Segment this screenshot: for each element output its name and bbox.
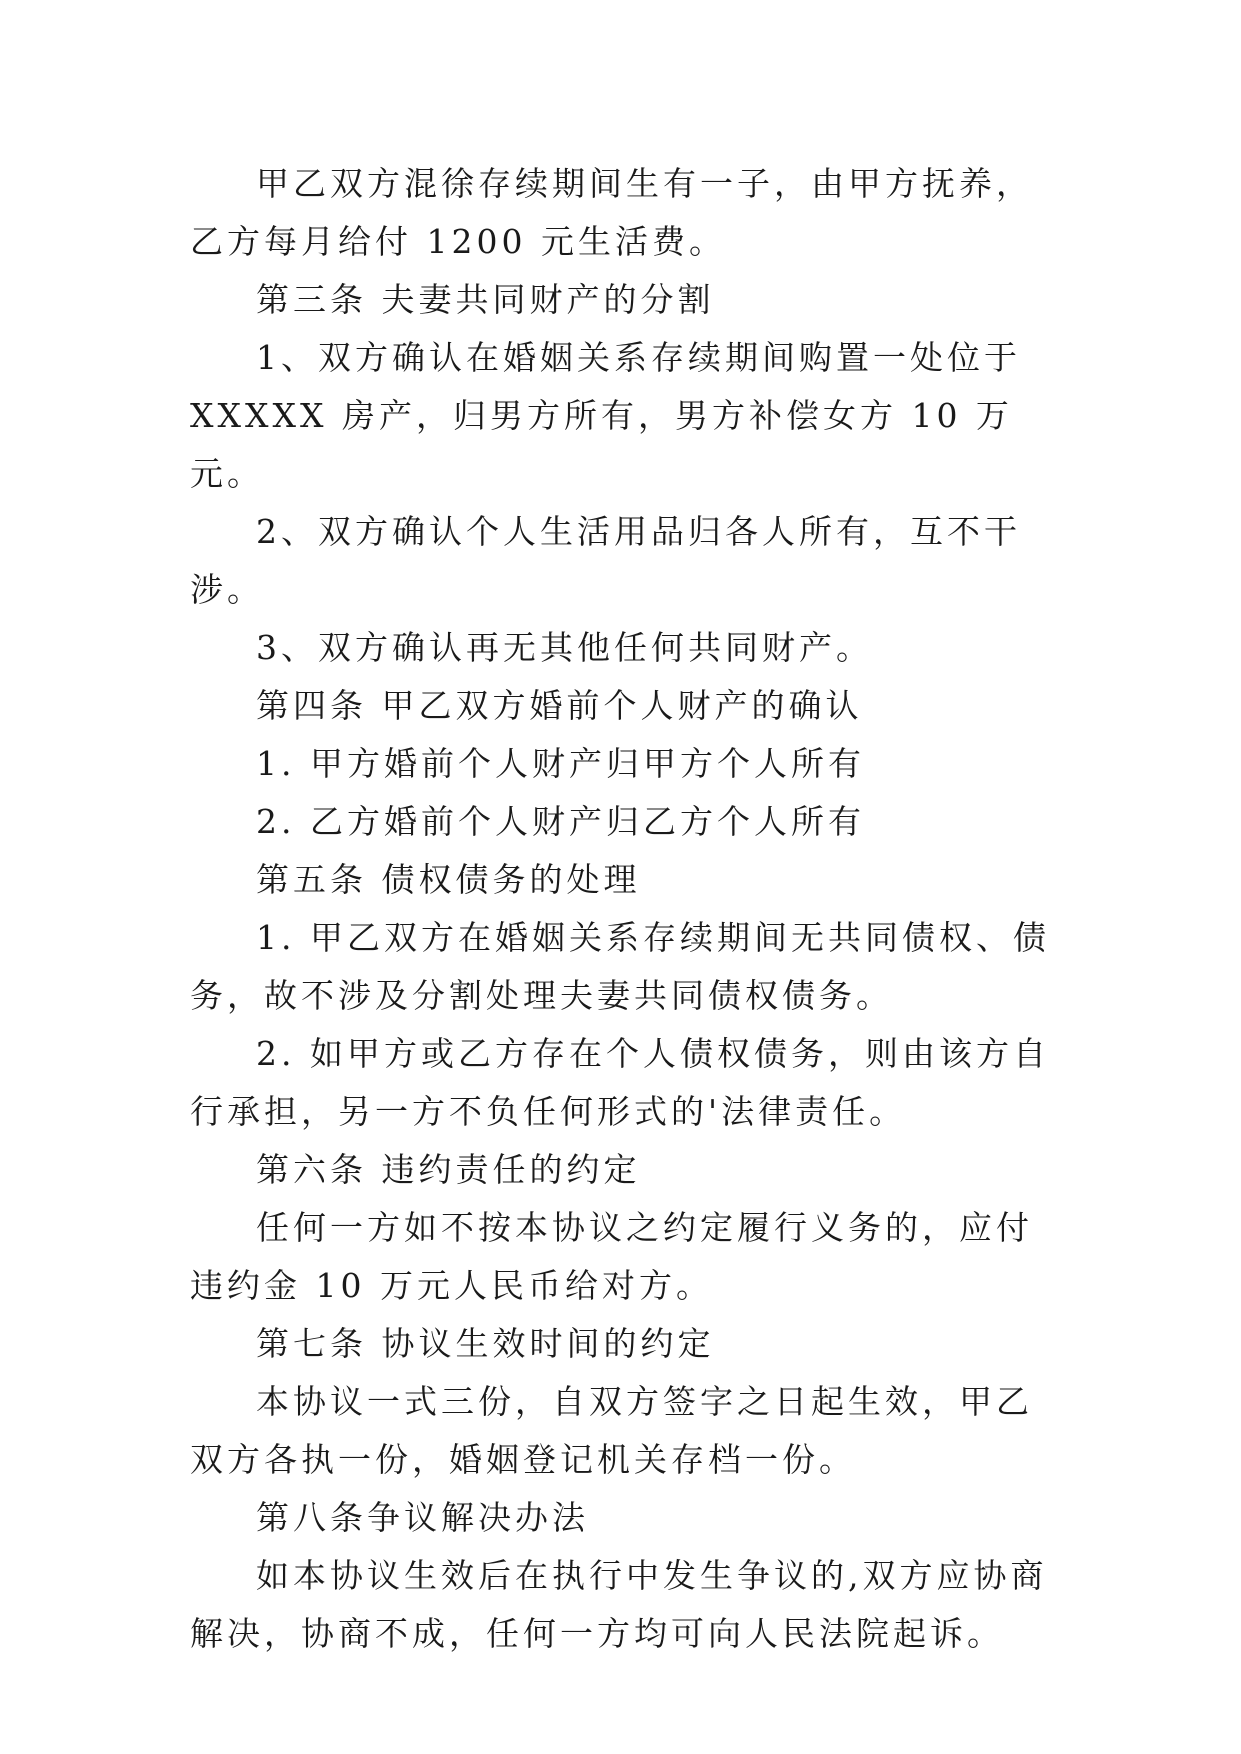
article-7-body: 本协议一式三份，自双方签字之日起生效，甲乙双方各执一份，婚姻登记机关存档一份。 (190, 1382, 1033, 1479)
article-4-item-1: 1. 甲方婚前个人财产归甲方个人所有 (256, 744, 865, 783)
child-support-paragraph: 甲乙双方混徐存续期间生有一子，由甲方抚养，乙方每月给付 1200 元生活费。 (190, 164, 1033, 261)
article-6-body: 任何一方如不按本协议之约定履行义务的，应付违约金 10 万元人民币给对方。 (190, 1208, 1033, 1305)
article-8-heading: 第八条争议解决办法 (256, 1498, 589, 1537)
article-4-item-2: 2. 乙方婚前个人财产归乙方个人所有 (256, 802, 865, 841)
article-3-item-3: 3、双方确认再无其他任何共同财产。 (256, 628, 873, 667)
article-6-heading: 第六条 违约责任的约定 (256, 1150, 641, 1189)
article-3-item-1: 1、双方确认在婚姻关系存续期间购置一处位于 XXXXX 房产，归男方所有，男方补偿女方 10 万元。 (190, 338, 1021, 493)
article-3-item-2: 2、双方确认个人生活用品归各人所有，互不干涉。 (190, 512, 1021, 609)
article-5-item-2: 2. 如甲方或乙方存在个人债权债务，则由该方自行承担，另一方不负任何形式的'法律责任。 (190, 1034, 1050, 1131)
article-3-heading: 第三条 夫妻共同财产的分割 (256, 280, 715, 319)
article-7-heading: 第七条 协议生效时间的约定 (256, 1324, 715, 1363)
article-8-body: 如本协议生效后在执行中发生争议的,双方应协商解决，协商不成，任何一方均可向人民法院起诉。 (190, 1556, 1048, 1653)
article-5-item-1: 1. 甲乙双方在婚姻关系存续期间无共同债权、债务，故不涉及分割处理夫妻共同债权债务。 (190, 918, 1050, 1015)
article-4-heading: 第四条 甲乙双方婚前个人财产的确认 (256, 686, 863, 725)
article-5-heading: 第五条 债权债务的处理 (256, 860, 641, 899)
document-body (190, 155, 1060, 1663)
